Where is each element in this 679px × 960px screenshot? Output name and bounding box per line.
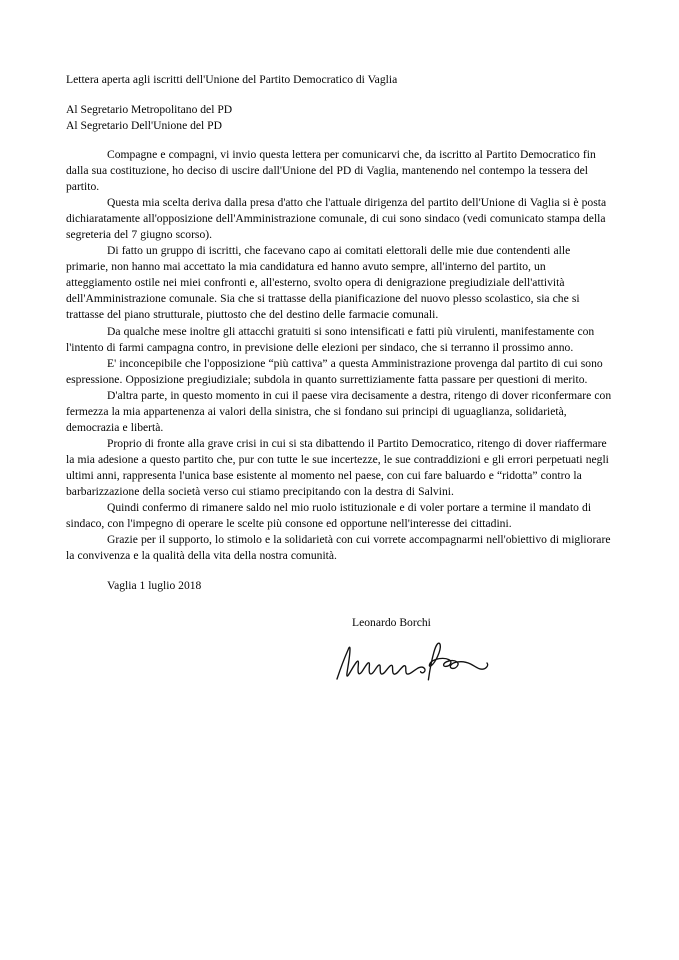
letter-paragraph: D'altra parte, in questo momento in cui il paese vira decisamente a destra, ritengo di dover riconfermare con fermezza la mia appartenenza ai valori della sinistra, che si fondano sui principi di uguaglianza, solidarietà, democrazia e libertà. — [66, 388, 612, 434]
addressee-line-1: Al Segretario Metropolitano del PD — [66, 103, 233, 116]
letter-paragraph: E' inconcepibile che l'opposizione “più cattiva” a questa Amministrazione provenga dal partito di cui sono espressione. Opposizione pregiudiziale; subdola in quanto surrettiziamente fatta passare per questioni di merito. — [66, 356, 603, 386]
letter-paragraph: Proprio di fronte alla grave crisi in cui si sta dibattendo il Partito Democratico, ritengo di dover riaffermare la mia adesione a questo partito che, pur con tutte le sue incertezze, le sue contraddizioni e gli errori perpetuati negli ultimi anni, rappresenta l'unica base esistente al momento nel paese, con cui fare baluardo e “ridotta” contro la barbarizzazione della società verso cui stiamo precipitando con la destra di Salvini. — [66, 436, 609, 498]
letter-paragraph: Grazie per il supporto, lo stimolo e la solidarietà con cui vorrete accompagnarmi nell'obiettivo di migliorare la convivenza e la qualità della vita della nostra comunità. — [66, 533, 611, 563]
handwritten-signature-icon — [311, 634, 511, 686]
signer-name: Leonardo Borchi — [352, 616, 431, 630]
addressee-block — [66, 102, 614, 133]
letter-paragraph: Questa mia scelta deriva dalla presa d'atto che l'attuale dirigenza del partito dell'Unione di Vaglia si è posta dichiaratamente all'opposizione dell'Amministrazione comunale, di cui sono sindaco (vedi comunicato stampa della segreteria del 7 giugno scorso). — [66, 196, 607, 242]
letter-paragraph: Da qualche mese inoltre gli attacchi gratuiti si sono intensificati e fatti più virulenti, manifestamente con l'intento di farmi campagna contro, in previsione delle elezioni per sindaco, che si terranno il prossimo anno. — [66, 324, 595, 354]
signature-block — [66, 615, 614, 687]
addressee-line-2: Al Segretario Dell'Unione del PD — [66, 118, 222, 132]
letter-paragraph: Quindi confermo di rimanere saldo nel mio ruolo istituzionale e di voler portare a termine il mandato di sindaco, con l'impegno di operare le scelte più consone ed opportune nell'interesse dei cittadini. — [66, 501, 592, 531]
date-line: Vaglia 1 luglio 2018 — [107, 579, 202, 593]
letter-paragraph: Di fatto un gruppo di iscritti, che facevano capo ai comitati elettorali delle mie due contendenti alle primarie, non hanno mai accettato la mia candidatura ed hanno avuto sempre, all'interno del partito, un atteggiamento ostile nei miei confronti e, all'esterno, svolto opera di denigrazione pregiudiziale dell'attività dell'Amministrazione comunale. Sia che si trattasse della pianificazione del nuovo plesso scolastico, sia che si trattasse del piano strutturale, piuttosto che del destino delle farmacie comunali. — [66, 244, 580, 322]
letter-body — [66, 72, 614, 687]
page-title: Lettera aperta agli iscritti dell'Unione del Partito Democratico di Vaglia — [66, 73, 398, 86]
letter-paragraph: Compagne e compagni, vi invio questa lettera per comunicarvi che, da iscritto al Partito Democratico fin dalla sua costituzione, ho deciso di uscire dall'Unione del PD di Vaglia, mantenendo nel contempo la tessera del partito. — [66, 148, 596, 194]
letter-paragraphs — [66, 147, 614, 564]
